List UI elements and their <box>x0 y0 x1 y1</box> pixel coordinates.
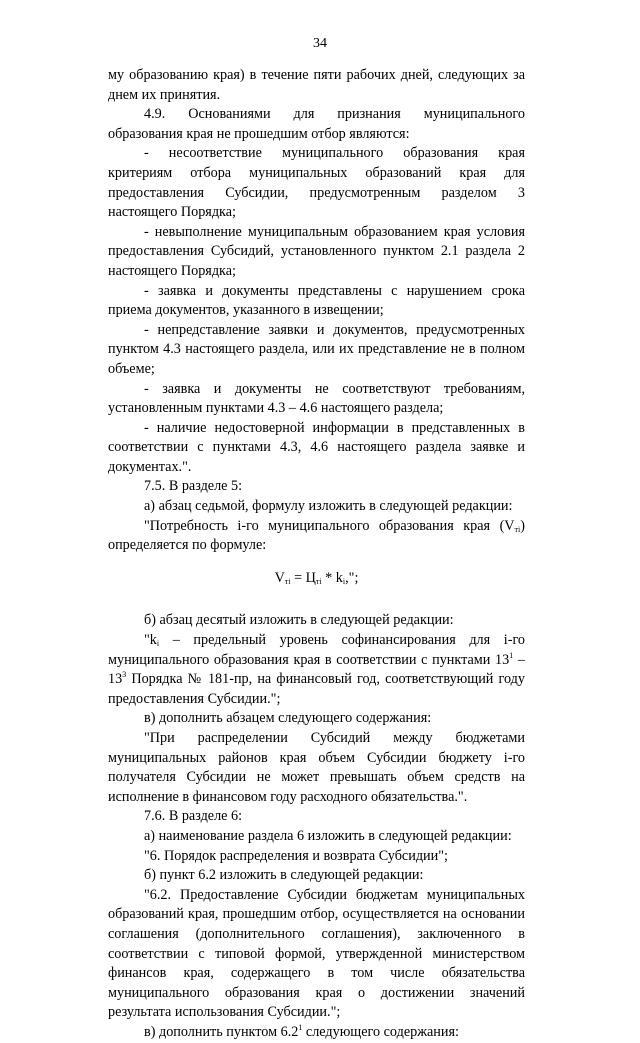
paragraph: "6.2. Предоставление Субсидии бюджетам муниципальных образований края, прошедшим отбор, осуществляется на основании соглашения (дополнительного соглашения), заключенного в соответствии с типовой формой, утвержденной министерством финансов края, содержащего в том числе обязательства муниципального образования края о достижении значений результата использования Субсидии."; <box>108 886 525 1021</box>
text-fragment: ) определяется по формуле: <box>108 517 525 554</box>
paragraph: б) абзац десятый изложить в следующей редакции: <box>144 612 454 629</box>
paragraph: а) наименование раздела 6 изложить в следующей редакции: <box>144 827 512 844</box>
paragraph: му образованию края) в течение пяти рабочих дней, следующих за днем их принятия. <box>108 67 525 103</box>
text-fragment: "Потребность i-го муниципального образования края (V <box>144 517 515 534</box>
formula-part: V <box>274 569 285 586</box>
superscript: 3 <box>122 670 127 680</box>
superscript: 1 <box>298 1022 303 1032</box>
text-fragment: "k <box>144 632 157 649</box>
paragraph <box>108 1023 525 1043</box>
list-item: - заявка и документы представлены с нарушением срока приема документов, указанного в извещении; <box>108 282 525 319</box>
text-fragment: в) дополнить пунктом 6.2 <box>144 1023 299 1040</box>
page-number: 34 <box>313 36 327 51</box>
list-item: - невыполнение муниципальным образованием края условия предоставления Субсидий, установленного пунктом 2.1 раздела 2 настоящего Порядка; <box>108 223 525 279</box>
section-heading: 7.6. В разделе 6: <box>144 808 243 825</box>
subscript: ті <box>284 576 291 586</box>
document-body <box>108 66 525 1043</box>
section-heading: 7.5. В разделе 5: <box>144 478 243 495</box>
paragraph: "6. Порядок распределения и возврата Субсидии"; <box>144 847 448 864</box>
subscript: ті <box>315 576 322 586</box>
list-item: - заявка и документы не соответствуют требованиям, установленным пунктами 4.3 – 4.6 настоящего раздела; <box>108 380 525 417</box>
paragraph <box>108 517 525 556</box>
text-fragment: – 13 <box>108 651 525 688</box>
text-fragment: следующего содержания: <box>302 1023 459 1040</box>
list-item: - наличие недостоверной информации в представленных в соответствии с пунктами 4.3, 4.6 настоящего раздела заявке и документах.". <box>108 419 525 475</box>
subscript: ті <box>514 524 521 534</box>
paragraph: 4.9. Основаниями для признания муниципального образования края не прошедшим отбор являются: <box>108 106 525 142</box>
subscript: i <box>342 576 346 586</box>
superscript: 1 <box>509 650 514 660</box>
formula-part: * k <box>321 569 343 586</box>
paragraph: а) абзац седьмой, формулу изложить в следующей редакции: <box>144 498 513 515</box>
formula <box>108 569 525 589</box>
subscript: i <box>156 639 160 649</box>
list-item: - непредставление заявки и документов, предусмотренных пунктом 4.3 настоящего раздела, или их представление не в полном объеме; <box>108 321 525 377</box>
text-fragment: Порядка № 181-пр, на финансовый год, соответствующий году предоставления Субсидии."; <box>108 671 525 707</box>
paragraph <box>108 631 525 709</box>
paragraph: в) дополнить абзацем следующего содержания: <box>144 710 432 727</box>
paragraph: б) пункт 6.2 изложить в следующей редакции: <box>144 867 424 884</box>
formula-part: = Ц <box>290 569 316 586</box>
list-item: - несоответствие муниципального образования края критериям отбора муниципальных образований края для предоставления Субсидии, предусмотренным разделом 3 настоящего Порядка; <box>108 145 525 221</box>
text-fragment: – предельный уровень софинансирования для i-го муниципального образования края в соответствии с пунктами 13 <box>108 632 525 668</box>
formula-part: ,"; <box>345 569 359 586</box>
paragraph: "При распределении Субсидий между бюджетами муниципальных районов края объем Субсидии бюджету i-го получателя Субсидии не может превышать объем средств на исполнение в финансовом году расходного обязательства.". <box>108 730 525 805</box>
